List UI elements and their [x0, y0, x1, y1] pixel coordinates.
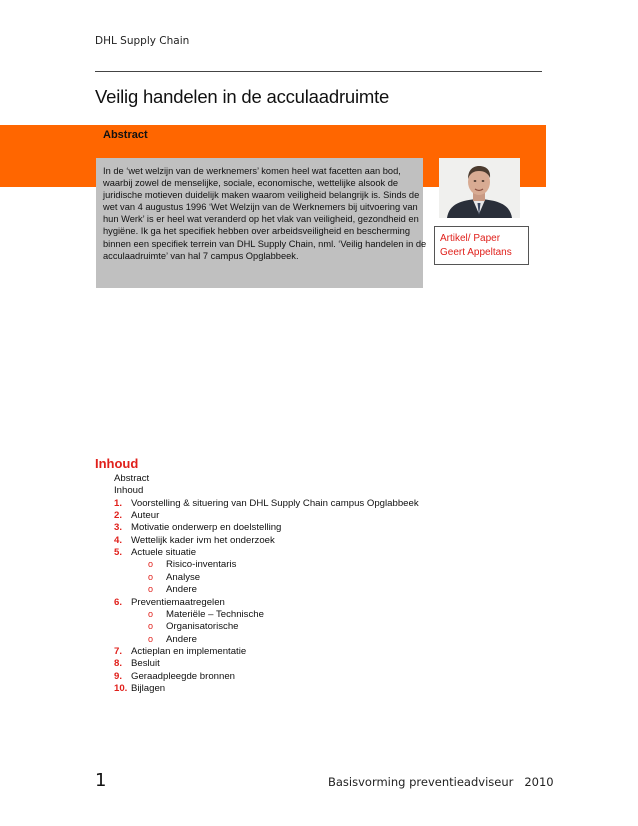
toc-text: Motivatie onderwerp en doelstelling — [131, 522, 282, 534]
byline-author: Geert Appeltans — [440, 247, 512, 258]
toc-item — [114, 658, 160, 669]
toc-subitem — [148, 572, 200, 583]
toc-number: 9. — [114, 670, 123, 682]
toc-heading: Inhoud — [95, 456, 139, 471]
abstract-line: juridische motieven duidelijk maken waarom veiligheid belangrijk is. Sinds de — [103, 190, 420, 201]
toc-text: Analyse — [166, 571, 201, 583]
toc-item — [114, 535, 275, 546]
toc-item — [114, 510, 159, 521]
toc-text: Actieplan en implementatie — [131, 645, 247, 657]
toc-text: Andere — [166, 584, 197, 596]
toc-item — [114, 646, 246, 657]
abstract-text — [103, 165, 427, 262]
toc-bullet: o — [148, 571, 154, 582]
abstract-line: waarbij zowel de menselijke, sociale, economische, wettelijke alsook de — [103, 178, 399, 189]
footer-course — [328, 775, 554, 789]
toc-number: 6. — [114, 596, 123, 608]
toc-number: 2. — [114, 510, 123, 522]
toc-text: Auteur — [131, 510, 160, 522]
toc-subitem — [148, 634, 197, 645]
footer-course-name: Basisvorming preventieadviseur — [328, 775, 514, 789]
author-photo — [439, 158, 520, 218]
toc-text: Inhoud — [114, 485, 144, 497]
toc-number: 4. — [114, 534, 123, 546]
toc-number: 5. — [114, 547, 123, 559]
toc-number: 3. — [114, 522, 123, 534]
toc-item — [114, 547, 196, 558]
toc-text: Bijlagen — [131, 682, 166, 694]
toc-text: Organisatorische — [166, 621, 239, 633]
header-divider — [95, 71, 542, 72]
toc-bullet: o — [148, 633, 154, 644]
toc-text: Materiële – Technische — [166, 608, 264, 620]
toc-text: Voorstelling & situering van DHL Supply Chain campus Opglabbeek — [131, 497, 419, 509]
toc-number: 7. — [114, 645, 123, 657]
abstract-line: wet van 4 augustus 1996 ‘Wet Welzijn van de Werknemers bij uitvoering van — [103, 202, 418, 213]
toc-text: Geraadpleegde bronnen — [131, 670, 236, 682]
abstract-line: hygiëne. Ik ga het specifiek hebben over arbeidsveiligheid en bescherming — [103, 226, 410, 237]
toc-text: Wettelijk kader ivm het onderzoek — [131, 534, 275, 546]
abstract-heading: Abstract — [103, 129, 148, 141]
toc-number: 8. — [114, 658, 123, 670]
toc-item — [114, 597, 225, 608]
toc-text: Preventiemaatregelen — [131, 596, 225, 608]
toc-number: 10. — [114, 682, 128, 694]
toc-text: Risico-inventaris — [166, 559, 237, 571]
abstract-line: hun Werk’ is er heel wat veranderd op het vlak van veiligheid, gezondheid en — [103, 214, 419, 225]
toc-item — [114, 671, 235, 682]
toc-item — [114, 485, 143, 496]
footer-year: 2010 — [524, 775, 554, 789]
toc-item — [114, 473, 149, 484]
toc-text: Abstract — [114, 473, 150, 484]
author-portrait-image — [439, 158, 520, 218]
toc-subitem — [148, 559, 236, 570]
abstract-line: In de ‘wet welzijn van de werknemers’ komen heel wat facetten aan bod, — [103, 166, 401, 176]
toc-bullet: o — [148, 608, 154, 619]
toc-item — [114, 522, 281, 533]
running-header: DHL Supply Chain — [95, 35, 190, 47]
toc-text: Actuele situatie — [131, 547, 197, 559]
page-number: 1 — [95, 770, 107, 791]
byline-box — [434, 226, 529, 265]
toc-bullet: o — [148, 621, 154, 632]
toc-subitem — [148, 584, 197, 595]
document-title: Veilig handelen in de acculaadruimte — [95, 86, 390, 107]
toc-subitem — [148, 609, 264, 620]
toc-subitem — [148, 621, 239, 632]
toc-item — [114, 683, 165, 694]
toc-bullet: o — [148, 559, 154, 570]
toc-bullet: o — [148, 584, 154, 595]
toc-text: Andere — [166, 633, 197, 645]
abstract-line: binnen een specifiek terrein van DHL Supply Chain, nml. ‘Veilig handelen in de — [103, 238, 427, 249]
toc-text: Besluit — [131, 658, 160, 670]
byline-type: Artikel/ Paper — [440, 233, 501, 244]
toc-item — [114, 498, 419, 509]
toc-number: 1. — [114, 497, 123, 509]
abstract-line: acculaadruimte’ van hal 7 campus Opglabbeek. — [103, 250, 299, 261]
